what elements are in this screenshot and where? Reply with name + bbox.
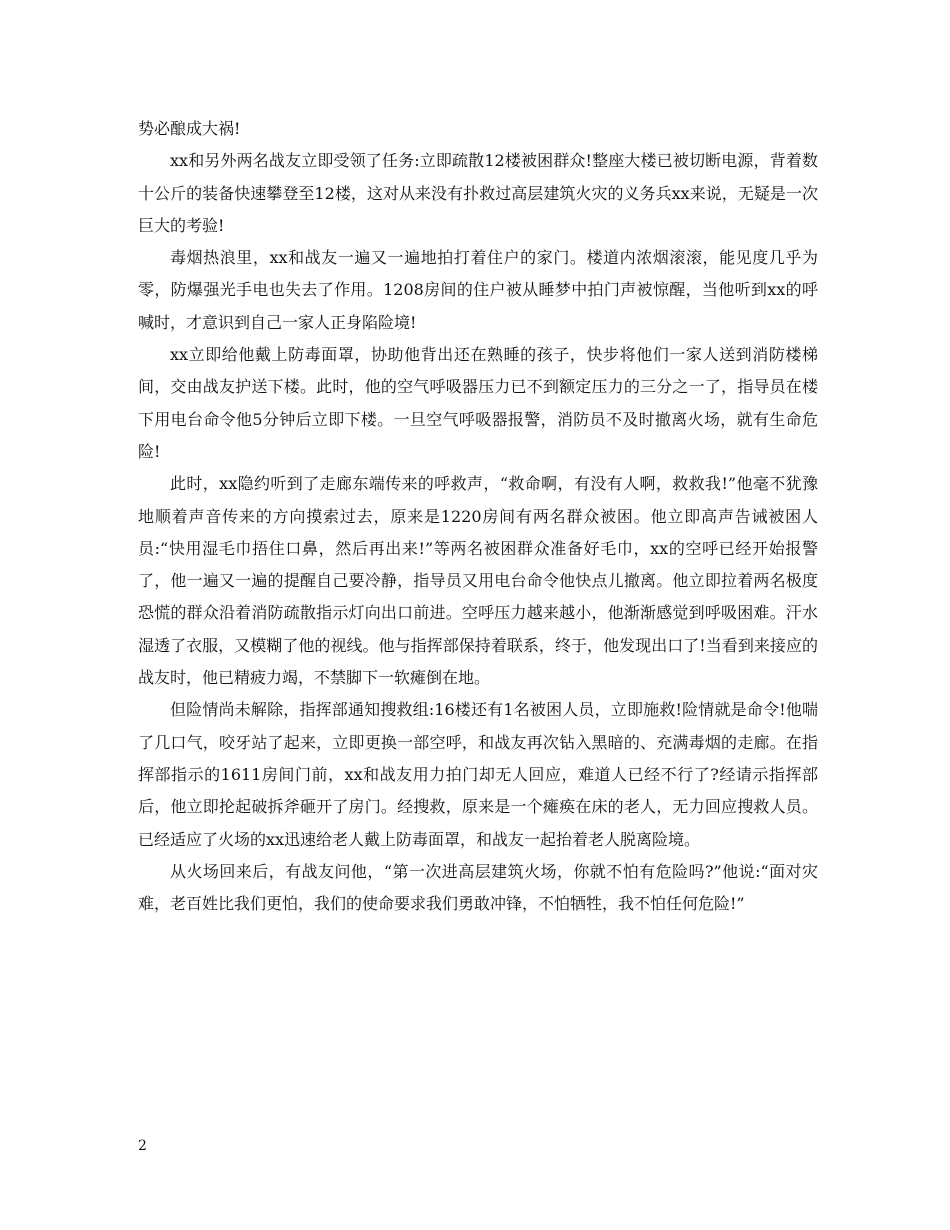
paragraph-4: xx立即给他戴上防毒面罩，协助他背出还在熟睡的孩子，快步将他们一家人送到消防楼梯间，交由战友护送下楼。此时，他的空气呼吸器压力已不到额定压力的三分之一了，指导员在楼下用电台命令他5分钟后立即下楼。一旦空气呼吸器报警，消防员不及时撤离火场，就有生命危险! (138, 345, 818, 461)
page-body (138, 113, 818, 920)
paragraph-7: 从火场回来后，有战友问他，“第一次进高层建筑火场，你就不怕有危险吗?”他说:“面对灾难，老百姓比我们更怕，我们的使命要求我们勇敢冲锋，不怕牺牲，我不怕任何危险!” (138, 861, 818, 914)
paragraph-3: 毒烟热浪里，xx和战友一遍又一遍地拍打着住户的家门。楼道内浓烟滚滚，能见度几乎为零，防爆强光手电也失去了作用。1208房间的住户被从睡梦中拍门声被惊醒，当他听到xx的呼喊时，才意识到自己一家人正身陷险境! (138, 248, 818, 332)
page-number: 2 (138, 1138, 147, 1154)
paragraph-6: 但险情尚未解除，指挥部通知搜救组:16楼还有1名被困人员，立即施救!险情就是命令!他喘了几口气，咬牙站了起来，立即更换一部空呼，和战友再次钻入黑暗的、充满毒烟的走廊。在指挥部指示的1611房间门前，xx和战友用力拍门却无人回应，难道人已经不行了?经请示指挥部后，他立即抡起破拆斧砸开了房门。经搜救，原来是一个瘫痪在床的老人，无力回应搜救人员。已经适应了火场的xx迅速给老人戴上防毒面罩，和战友一起抬着老人脱离险境。 (138, 700, 818, 849)
paragraph-2: xx和另外两名战友立即受领了任务:立即疏散12楼被困群众!整座大楼已被切断电源，背着数十公斤的装备快速攀登至12楼，这对从来没有扑救过高层建筑火灾的义务兵xx来说，无疑是一次巨大的考验! (138, 151, 818, 235)
paragraph-continued: 势必酿成大祸! (138, 119, 241, 138)
paragraph-5: 此时，xx隐约听到了走廊东端传来的呼救声，“救命啊，有没有人啊，救救我!”他毫不犹豫地顺着声音传来的方向摸索过去，原来是1220房间有两名群众被困。他立即高声告诫被困人员:“快用湿毛巾捂住口鼻，然后再出来!”等两名被困群众准备好毛巾，xx的空呼已经开始报警了，他一遍又一遍的提醒自己要冷静，指导员又用电台命令他快点儿撤离。他立即拉着两名极度恐慌的群众沿着消防疏散指示灯向出口前进。空呼压力越来越小，他渐渐感觉到呼吸困难。汗水湿透了衣服，又模糊了他的视线。他与指挥部保持着联系，终于，他发现出口了!当看到来接应的战友时，他已精疲力竭，不禁脚下一软瘫倒在地。 (138, 474, 818, 688)
